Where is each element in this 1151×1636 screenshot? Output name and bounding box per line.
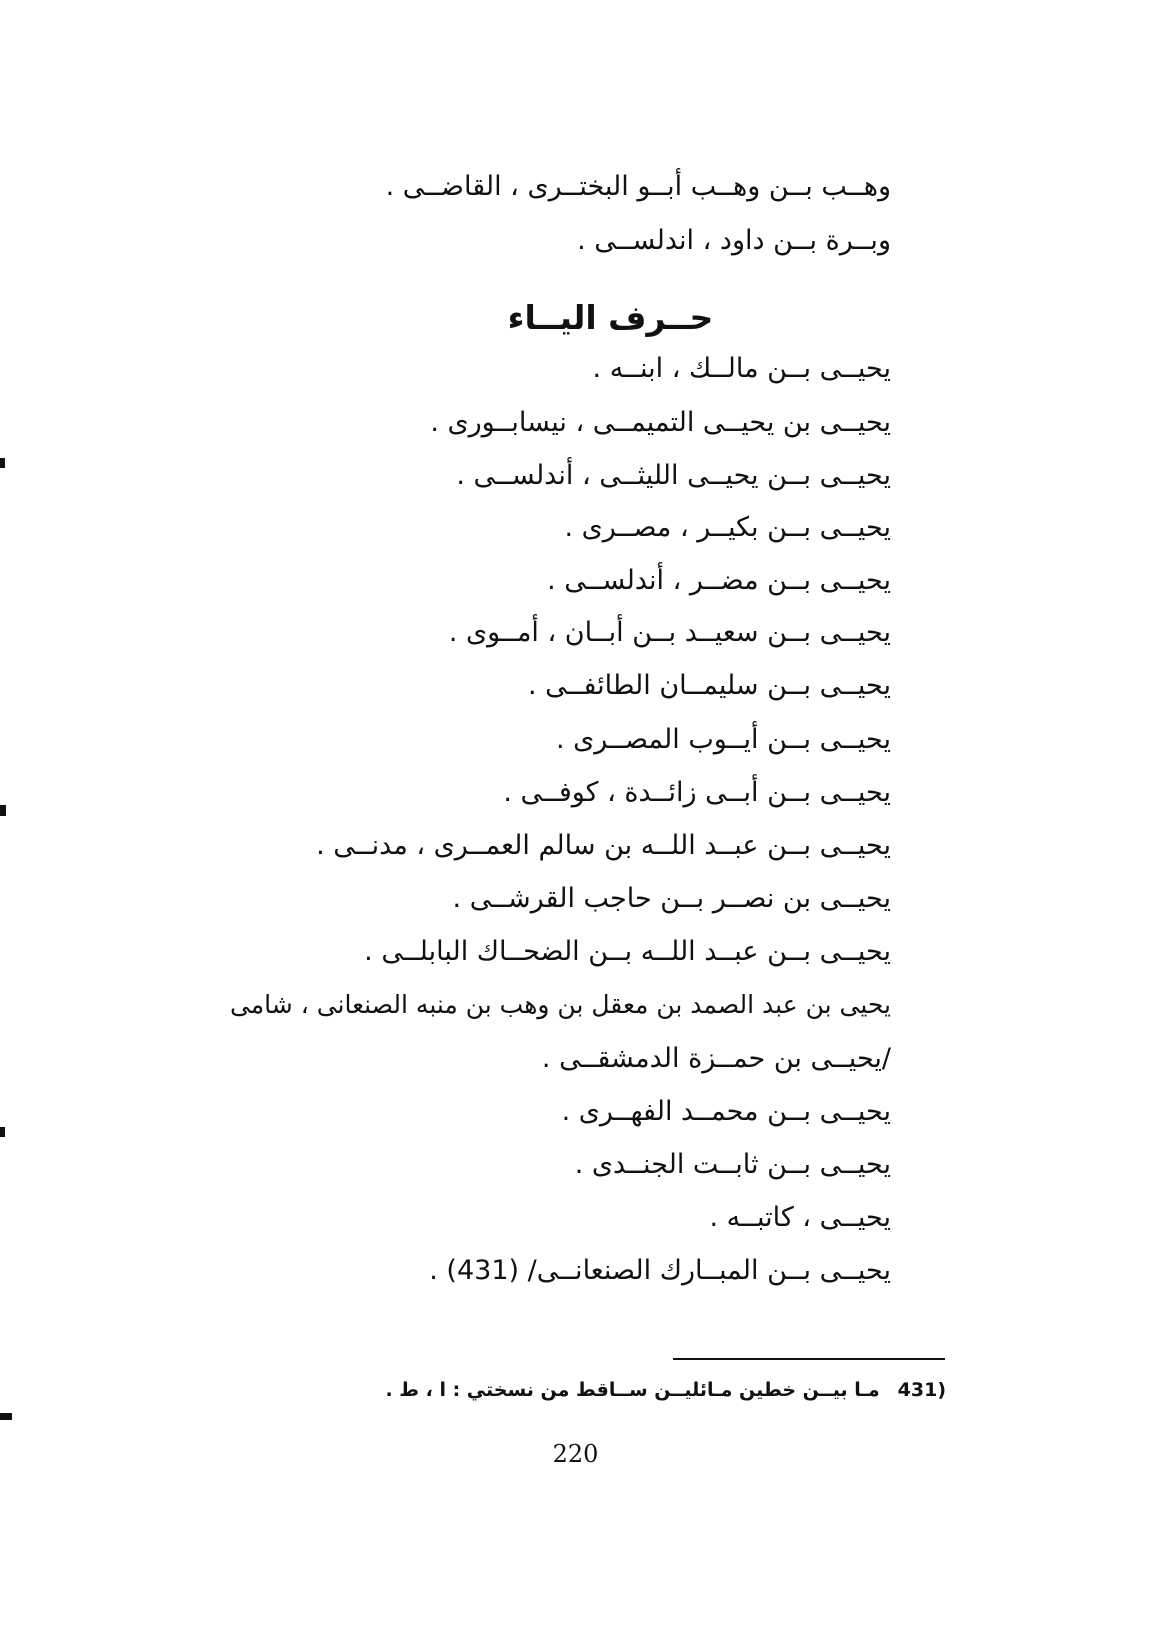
section-heading: حــرف اليــاء — [507, 298, 714, 337]
text-line-2: وبــرة بــن داود ، اندلســى . — [577, 225, 891, 256]
footnote — [385, 1379, 946, 1401]
entry-line: يحيــى بــن عبــد اللــه بــن الضحــاك البابلــى . — [364, 936, 891, 967]
entry-line: يحيــى بــن أيــوب المصــرى . — [555, 724, 891, 755]
footnote-rule — [673, 1358, 945, 1360]
entry-line: يحيــى بــن مالــك ، ابنــه . — [592, 353, 891, 384]
entry-line: يحيــى بــن سعيــد بــن أبــان ، أمــوى . — [448, 617, 891, 648]
scan-margin-mark — [0, 805, 6, 816]
entry-line: يحيــى بــن يحيــى الليثــى ، أندلســى . — [456, 460, 891, 491]
scan-margin-mark — [0, 1413, 12, 1420]
entry-line: يحيــى بن يحيــى التميمــى ، نيسابــورى . — [430, 407, 891, 438]
text-line-1: وهــب بــن وهــب أبــو البختــرى ، القاضــى . — [385, 171, 891, 202]
footnote-number: (431 — [897, 1379, 946, 1401]
scan-margin-mark — [0, 1127, 5, 1137]
entry-line: يحيــى بــن محمــد الفهــرى . — [561, 1096, 891, 1127]
entry-line: يحيــى بن نصــر بــن حاجب القرشــى . — [452, 883, 891, 914]
entry-line: يحيــى بــن ثابــت الجنــدى . — [574, 1149, 891, 1180]
entry-line: يحيــى بــن عبــد اللــه بن سالم العمــرى ، مدنــى . — [316, 830, 891, 861]
entry-line: يحيــى بــن بكيــر ، مصــرى . — [564, 512, 891, 543]
footnote-text: مـا بيــن خطين مـائليــن ســاقط من نسختي : ا ، ط . — [385, 1379, 880, 1401]
page-number: 220 — [552, 1440, 599, 1468]
entry-line: يحيــى بــن مضــر ، أندلســى . — [547, 565, 891, 596]
entry-line: يحيى بن عبد الصمد بن معقل بن وهب بن منبه الصنعانى ، شامى — [229, 990, 891, 1019]
entry-line: /يحيــى بن حمــزة الدمشقــى . — [541, 1043, 891, 1074]
entry-line: يحيــى بــن المبــارك الصنعانــى/ (431) . — [429, 1255, 891, 1286]
entry-line: يحيــى بــن أبــى زائــدة ، كوفــى . — [503, 777, 891, 808]
entry-line: يحيــى ، كاتبــه . — [709, 1202, 891, 1233]
scan-margin-mark — [0, 458, 5, 468]
entry-line: يحيــى بــن سليمــان الطائفــى . — [527, 670, 891, 701]
